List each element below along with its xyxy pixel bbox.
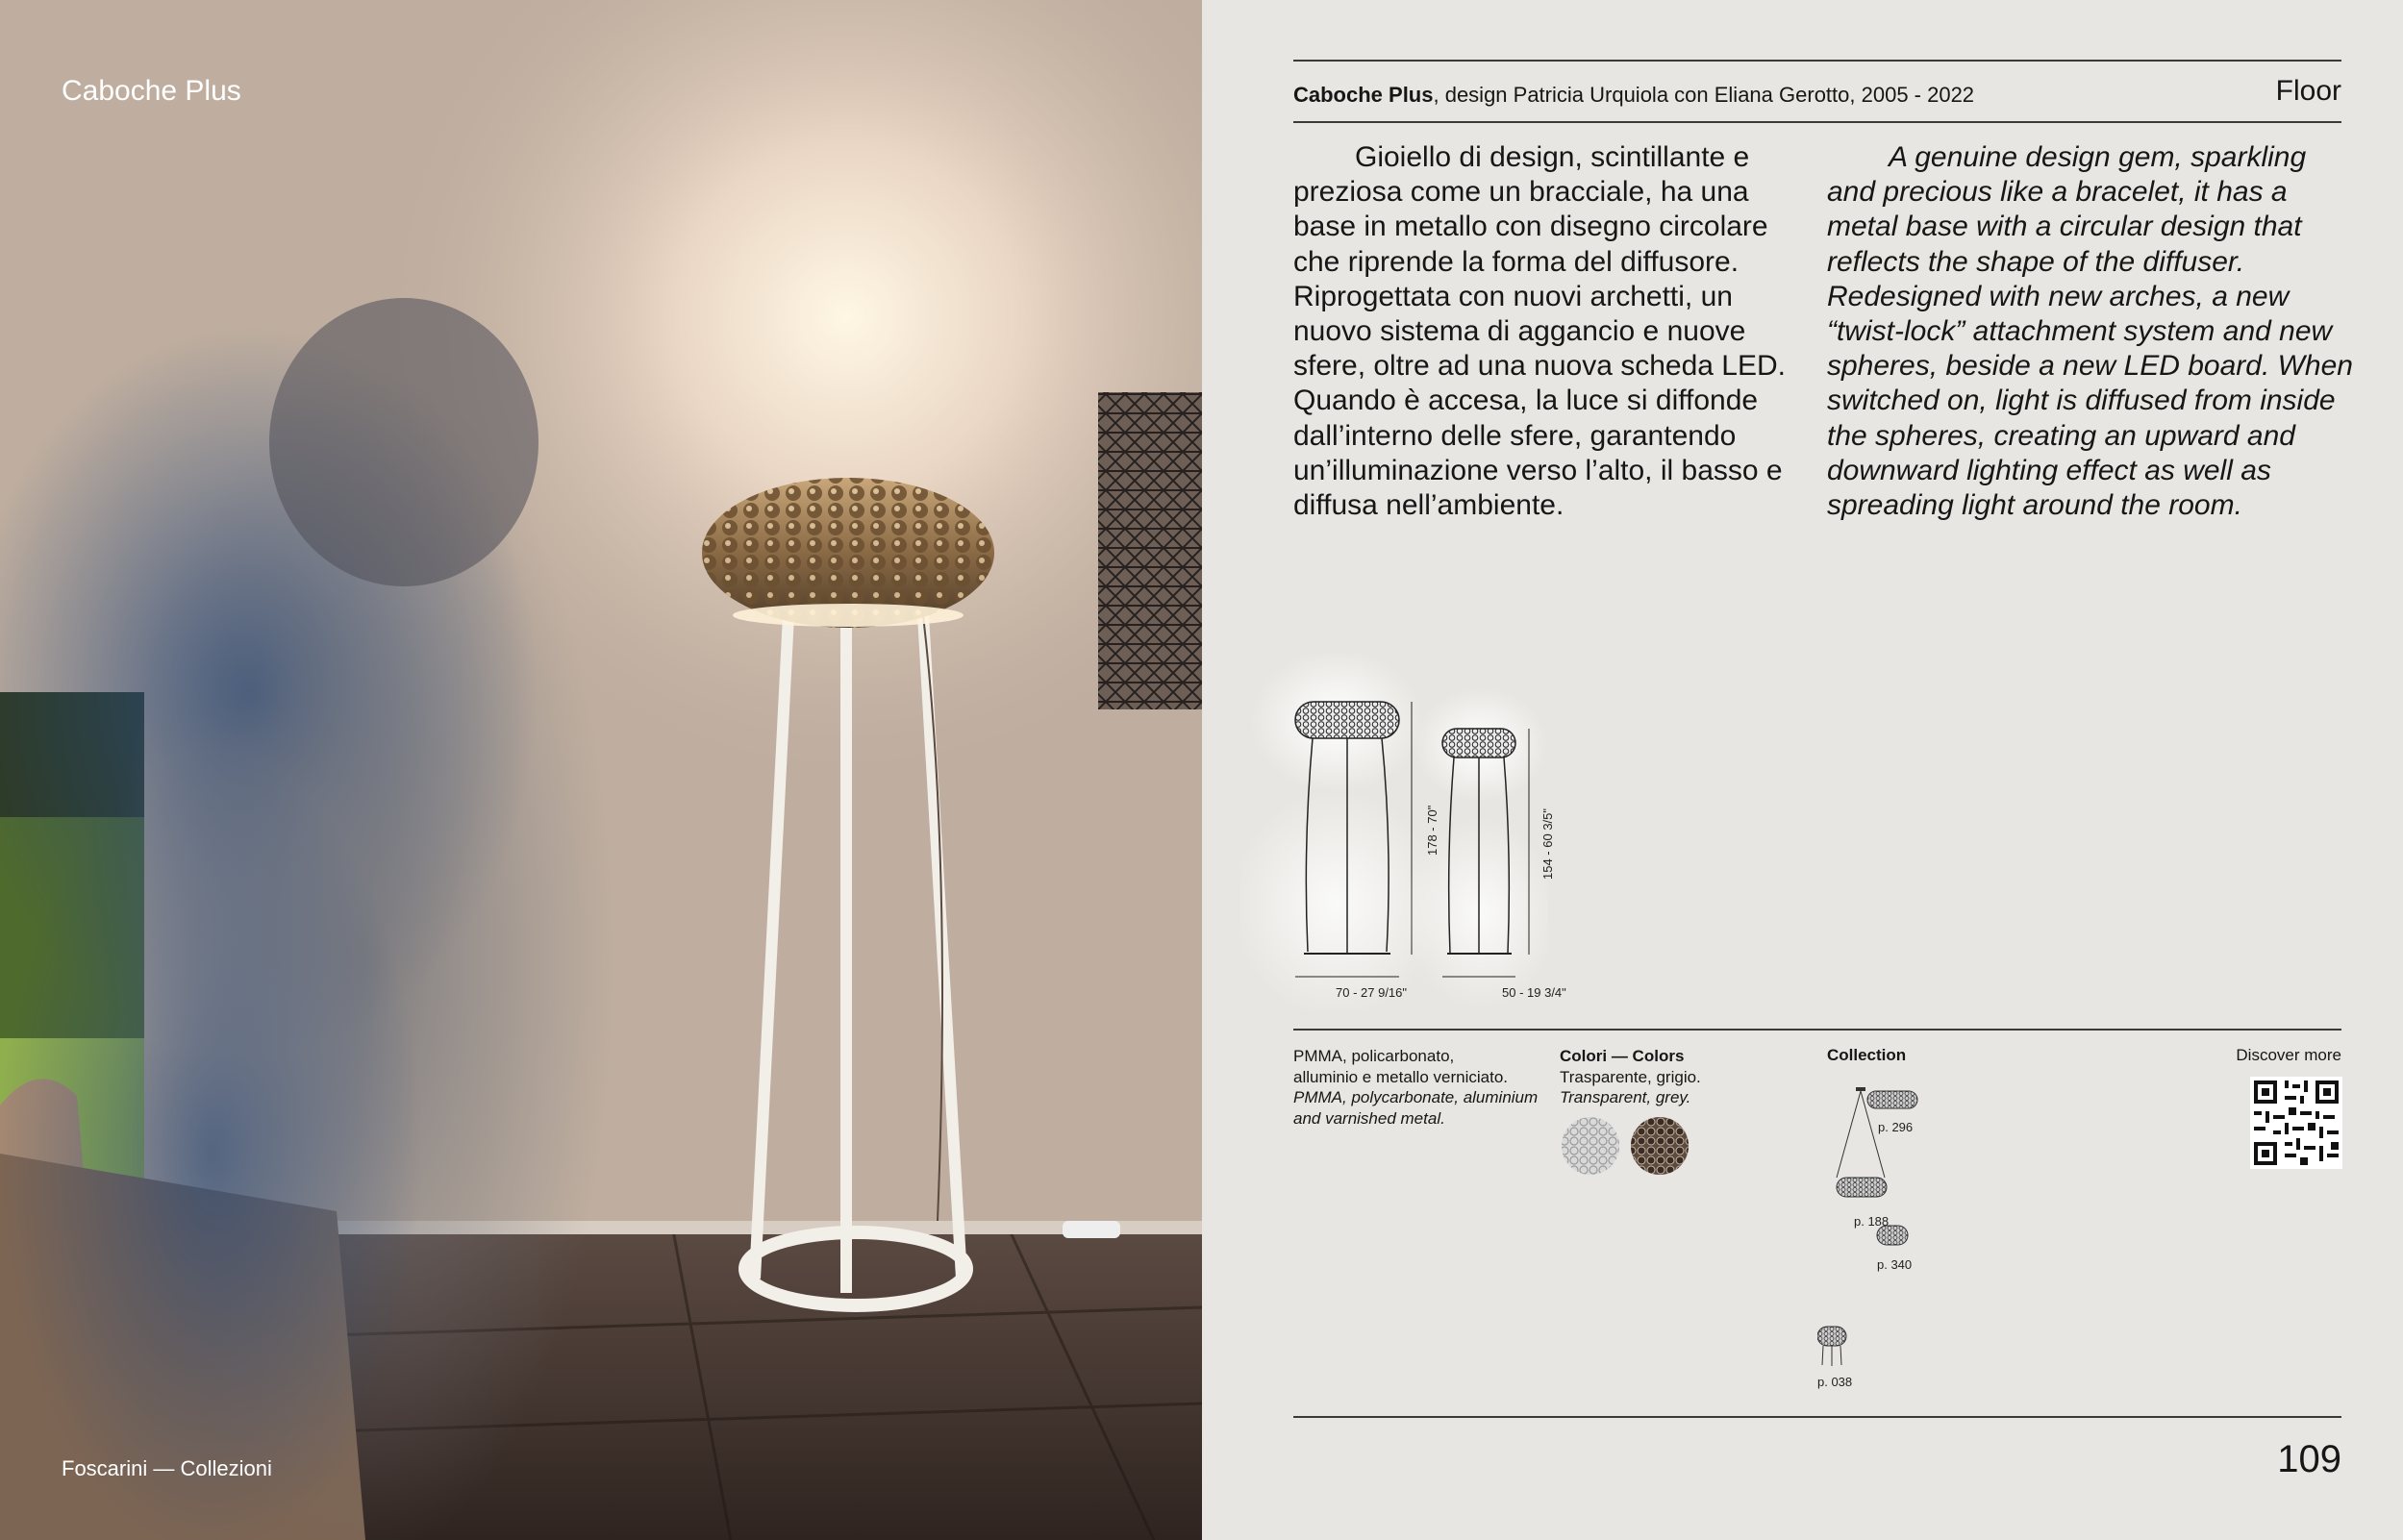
collection-thumbnails [1817, 1081, 2067, 1399]
specs-top-rule [1293, 1029, 2341, 1031]
product-info-page [1202, 0, 2403, 1540]
colors-heading: Colori — Colors [1560, 1047, 1685, 1065]
materials-english: PMMA, polycarbonate, aluminium and varnished metal. [1293, 1088, 1539, 1128]
materials-italian-1: PMMA, policarbonato, [1293, 1047, 1455, 1065]
collection-lamp-icons [1817, 1081, 2067, 1399]
discover-more-label: Discover more [2236, 1046, 2341, 1064]
photo-product-title: Caboche Plus [62, 75, 241, 107]
lamp-dimension-drawings [1240, 654, 1548, 1009]
large-height-label: 178 - 70" [1425, 805, 1439, 856]
collection-ref-table: p. 038 [1817, 1375, 1853, 1389]
page-number: 109 [2277, 1438, 2341, 1480]
large-width-label: 70 - 27 9/16" [1336, 985, 1408, 1000]
colors-italian: Trasparente, grigio. [1560, 1067, 1701, 1086]
qr-code-icon [2250, 1077, 2342, 1169]
materials-spec [1293, 1046, 1553, 1129]
product-name: Caboche Plus [1293, 83, 1434, 107]
header-top-rule [1293, 60, 2341, 62]
small-height-label: 154 - 60 3/5" [1540, 807, 1555, 880]
colors-spec [1560, 1046, 1771, 1108]
footer-rule [1293, 1416, 2341, 1418]
header-bottom-rule [1293, 121, 2341, 123]
description-italian: Gioiello di design, scintillante e preziosa come un bracciale, ha una base in metallo con disegno circolare che riprende la forma del diffusore. Riprogettata con nuovi archetti, un nuovo sistema di aggancio e nuove sfere, oltre ad una nuova scheda LED. Quando è accesa, la luce si diffonde dall’interno delle sfere, garantendo un’illuminazione verso l’alto, il basso e diffusa nell’ambiente. [1293, 141, 1786, 522]
colors-english: Transparent, grey. [1560, 1088, 1691, 1106]
collection-heading: Collection [1827, 1046, 1907, 1064]
catalog-footer: Foscarini — Collezioni [62, 1456, 272, 1480]
collection-ref-suspension: p. 188 [1854, 1214, 1890, 1229]
qr-code[interactable] [2250, 1077, 2342, 1169]
collection-ref-wall: p. 340 [1877, 1257, 1913, 1272]
collection-ref-ceiling: p. 296 [1878, 1120, 1914, 1134]
color-swatches [1560, 1117, 1704, 1184]
materials-italian-2: alluminio e metallo verniciato. [1293, 1067, 1508, 1086]
product-category: Floor [2275, 75, 2341, 107]
description-english: A genuine design gem, sparkling and precious like a bracelet, it has a metal base with a circular design that reflects the shape of the diffuser. Redesigned with new arches, a new “twist-lock” attachment system and new spheres, beside a new LED board. When switched on, light is diffused from inside the spheres, creating an upward and downward lighting effect as well as spreading light around the room. [1827, 141, 2353, 522]
small-width-label: 50 - 19 3/4" [1502, 985, 1566, 1000]
designer-credit: , design Patricia Urquiola con Eliana Gerotto, 2005 - 2022 [1433, 83, 1975, 107]
technical-drawings [1240, 654, 1566, 1009]
design-credit [1293, 83, 1974, 108]
